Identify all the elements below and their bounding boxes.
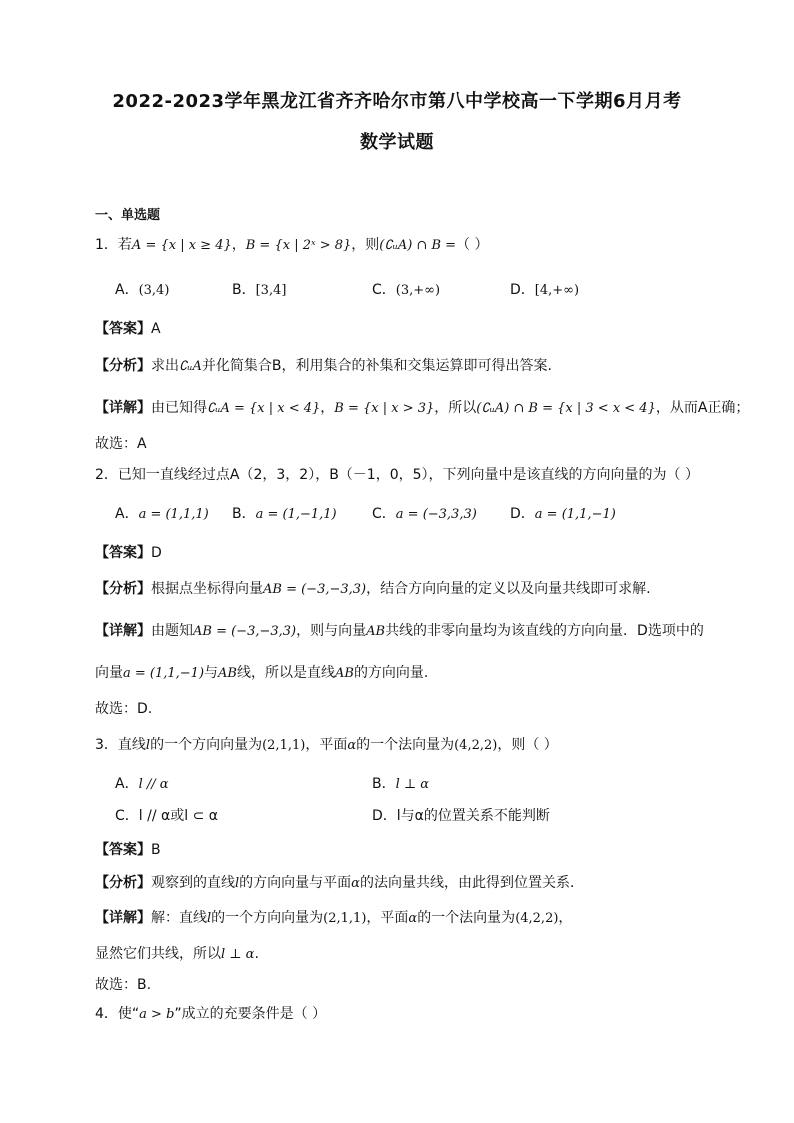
q1-option-d: D．[4,+∞) [510,282,580,298]
q2-analysis: 【分析】根据点坐标得向量AB = (−3,−3,3)，结合方向向量的定义以及向量共线即可求解. [95,581,651,597]
q2-option-c: C．a = (−3,3,3) [372,506,477,522]
q1-conclusion: 故选：A [95,436,147,452]
q3-option-d: D．l与α的位置关系不能判断 [372,808,550,824]
q3-option-c: C．l // α或l ⊂ α [115,808,218,824]
q1-detail: 【详解】由已知得∁ᵤA = {x | x < 4}，B = {x | x > 3}，所以(∁ᵤA) ∩ B = {x | 3 < x < 4}，从而A正确； [95,400,750,416]
q1-option-b: B．[3,4] [232,282,287,298]
q2-conclusion: 故选：D. [95,701,153,717]
q3-option-b: B．l ⊥ α [372,776,430,792]
q2-option-d: D．a = (1,1,−1) [510,506,616,522]
q1-answer: 【答案】A [95,321,161,337]
q3-conclusion: 故选：B. [95,977,152,993]
document-title-line1: 2022-2023学年黑龙江省齐齐哈尔市第八中学校高一下学期6月月考 [112,91,682,112]
q2-detail-line2: 向量a = (1,1,−1)与AB线，所以是直线AB的方向向量. [95,665,429,681]
section-heading: 一、单选题 [95,208,161,223]
q1-option-c: C．(3,+∞) [372,282,441,298]
q3-analysis: 【分析】观察到的直线l的方向向量与平面α的法向量共线，由此得到位置关系． [95,875,584,891]
document-title-line2: 数学试题 [360,132,434,153]
q4-stem: 4．使“a > b”成立的充要条件是（ ） [95,1006,327,1022]
q1-stem: 1．若A = {x | x ≥ 4}，B = {x | 2ˣ > 8}，则(∁ᵤA) ∩ B =（ ） [95,237,489,253]
q3-option-a: A．l // α [115,776,169,792]
q2-detail: 【详解】由题知AB = (−3,−3,3)，则与向量AB共线的非零向量均为该直线的方向向量．D选项中的 [95,623,704,639]
q1-analysis: 【分析】求出∁ᵤA并化简集合B，利用集合的补集和交集运算即可得出答案. [95,358,552,374]
q1-option-a: A．(3,4) [115,282,170,298]
q3-answer: 【答案】B [95,842,161,858]
q3-stem: 3．直线l的一个方向向量为(2,1,1)，平面α的一个法向量为(4,2,2)，则（ ） [95,737,558,753]
q3-detail: 【详解】解：直线l的一个方向向量为(2,1,1)，平面α的一个法向量为(4,2,2)， [95,910,573,926]
q2-option-b: B．a = (1,−1,1) [232,506,337,522]
q2-option-a: A．a = (1,1,1) [115,506,209,522]
q2-stem: 2．已知一直线经过点A（2，3，2），B（－1，0，5），下列向量中是该直线的方向向量的为（ ） [95,467,699,483]
q3-detail-line2: 显然它们共线，所以l ⊥ α. [95,946,259,962]
q2-answer: 【答案】D [95,545,162,561]
